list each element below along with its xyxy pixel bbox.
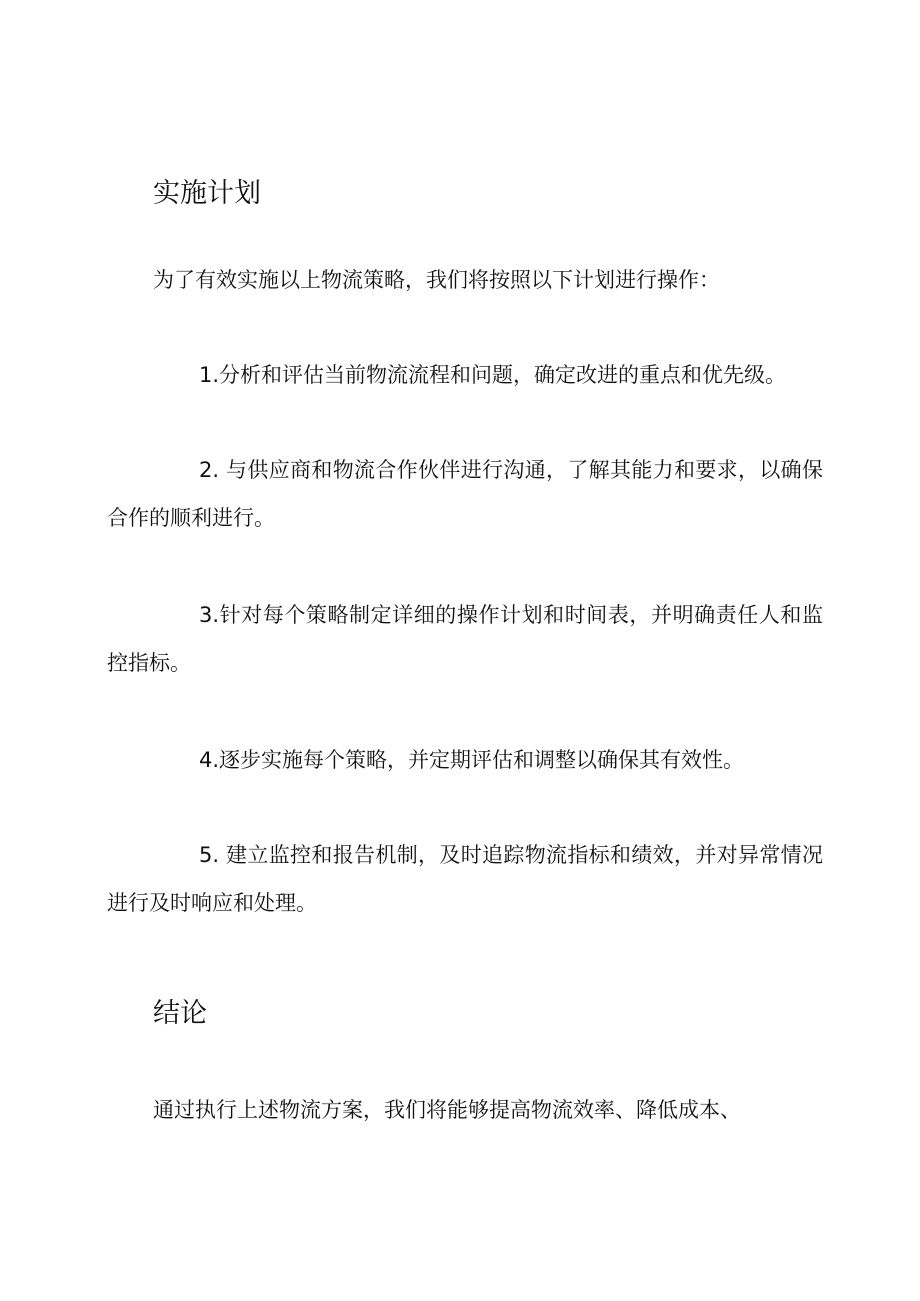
list-item-number: 5: [199, 843, 213, 867]
list-item-text: . 建立监控和报告机制，及时追踪物流指标和绩效，并对异常情况进行及时响应和处理。: [107, 843, 823, 915]
list-item-number: 2: [199, 458, 213, 482]
plan-list-item: [107, 736, 823, 784]
conclusion-paragraph: 通过执行上述物流方案，我们将能够提高物流效率、降低成本、: [153, 1098, 741, 1122]
list-item-text: .针对每个策略制定详细的操作计划和时间表，并明确责任人和监控指标。: [107, 603, 823, 675]
list-item-number: 3: [199, 603, 213, 627]
plan-list-item: [107, 591, 823, 687]
list-item-text: .逐步实施每个策略，并定期评估和调整以确保其有效性。: [212, 748, 745, 772]
plan-intro-paragraph: 为了有效实施以上物流策略，我们将按照以下计划进行操作：: [153, 268, 720, 292]
section-heading-plan: 实施计划: [153, 178, 261, 209]
plan-list-item: [107, 351, 823, 399]
section-heading-conclusion: 结论: [153, 998, 207, 1029]
plan-list-item: [107, 446, 823, 542]
plan-list-item: [107, 831, 823, 927]
list-item-text: . 与供应商和物流合作伙伴进行沟通，了解其能力和要求，以确保合作的顺利进行。: [107, 458, 823, 530]
list-item-number: 4: [199, 748, 213, 772]
list-item-text: .分析和评估当前物流流程和问题，确定改进的重点和优先级。: [212, 363, 787, 387]
list-item-number: 1: [199, 363, 213, 387]
